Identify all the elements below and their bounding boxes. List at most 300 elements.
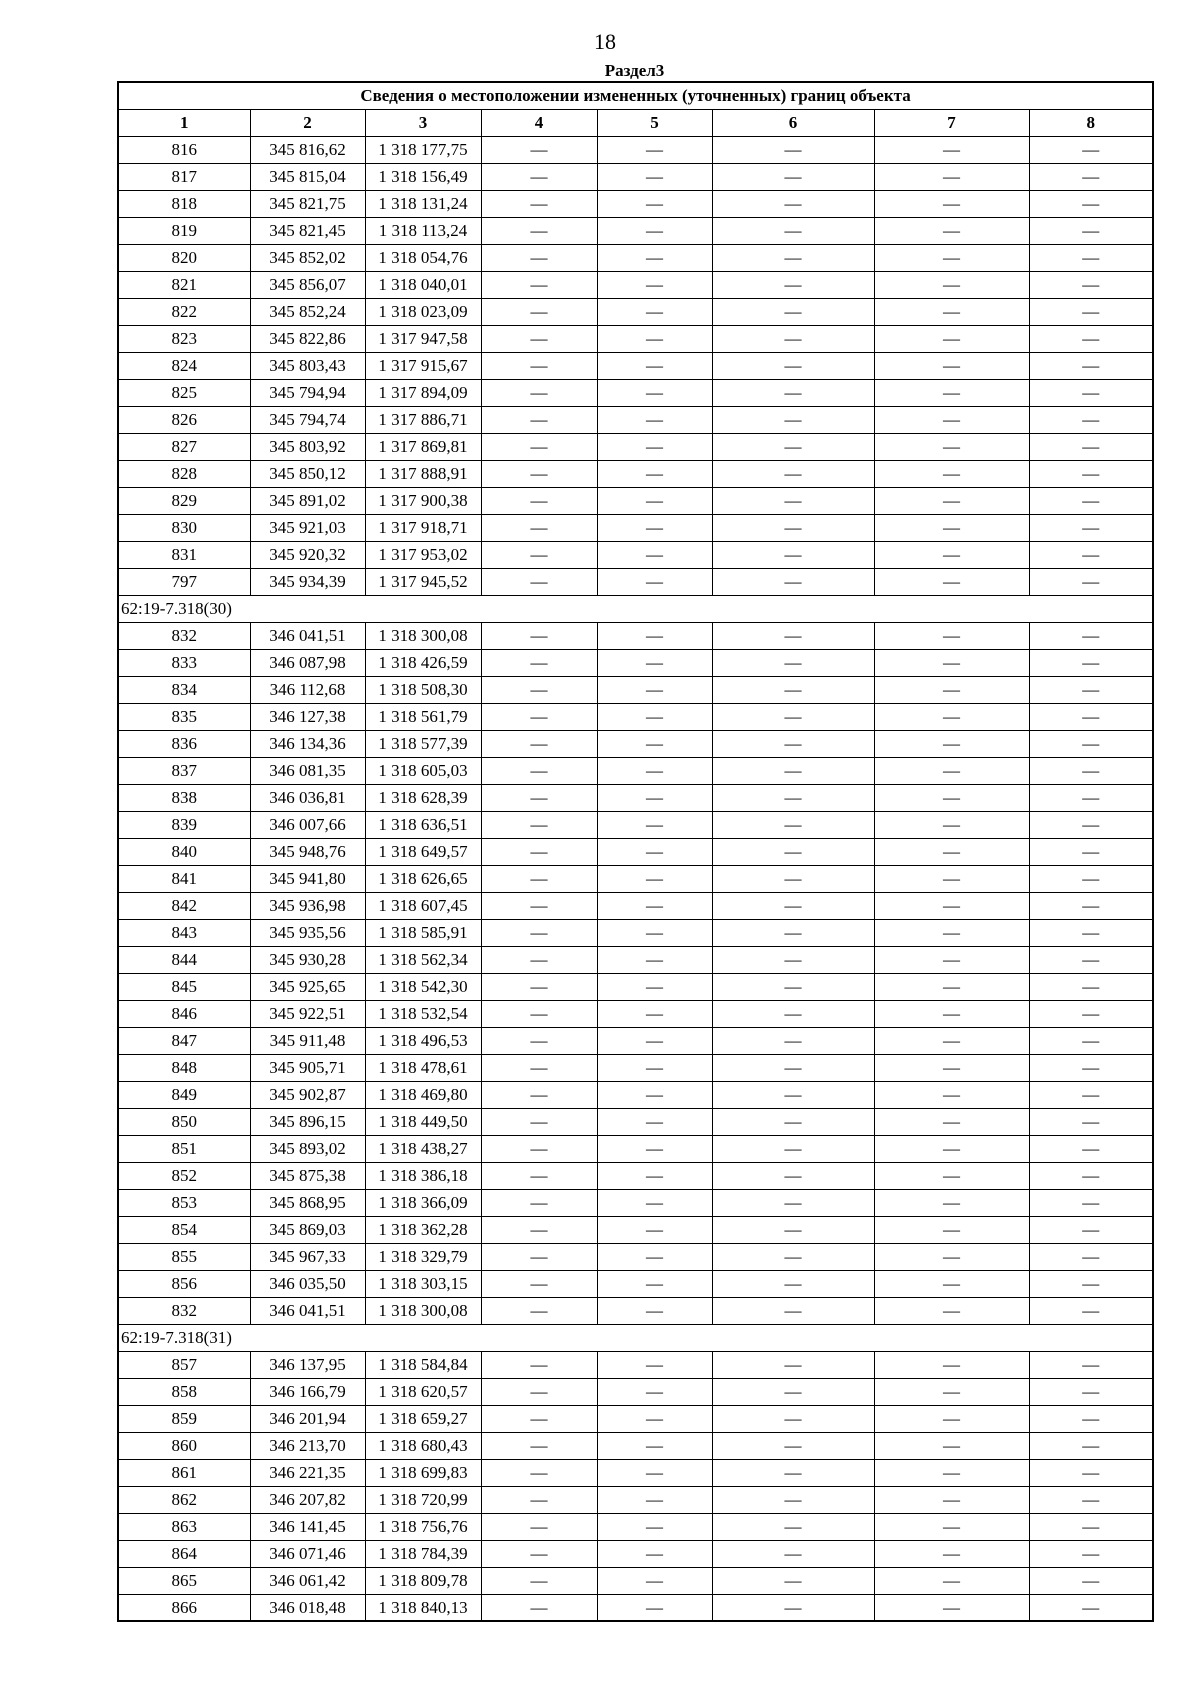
empty-value-cell: — bbox=[874, 1000, 1029, 1027]
y-coordinate-cell: 1 318 699,83 bbox=[365, 1459, 481, 1486]
table-row bbox=[118, 676, 1153, 703]
empty-value-cell: — bbox=[481, 487, 597, 514]
empty-value-cell: — bbox=[712, 1027, 874, 1054]
empty-value-cell: — bbox=[1029, 1405, 1153, 1432]
empty-value-cell: — bbox=[874, 1459, 1029, 1486]
table-row bbox=[118, 1135, 1153, 1162]
table-row bbox=[118, 1378, 1153, 1405]
empty-value-cell: — bbox=[874, 1162, 1029, 1189]
point-number-cell: 839 bbox=[118, 811, 250, 838]
table-row bbox=[118, 163, 1153, 190]
empty-value-cell: — bbox=[874, 325, 1029, 352]
empty-value-cell: — bbox=[712, 1405, 874, 1432]
y-coordinate-cell: 1 318 840,13 bbox=[365, 1594, 481, 1621]
empty-value-cell: — bbox=[712, 1135, 874, 1162]
empty-value-cell: — bbox=[712, 406, 874, 433]
empty-value-cell: — bbox=[712, 271, 874, 298]
x-coordinate-cell: 345 967,33 bbox=[250, 1243, 365, 1270]
x-coordinate-cell: 346 141,45 bbox=[250, 1513, 365, 1540]
empty-value-cell: — bbox=[597, 865, 712, 892]
empty-value-cell: — bbox=[481, 163, 597, 190]
point-number-cell: 818 bbox=[118, 190, 250, 217]
point-number-cell: 845 bbox=[118, 973, 250, 1000]
point-number-cell: 842 bbox=[118, 892, 250, 919]
empty-value-cell: — bbox=[1029, 1162, 1153, 1189]
empty-value-cell: — bbox=[874, 865, 1029, 892]
x-coordinate-cell: 345 891,02 bbox=[250, 487, 365, 514]
y-coordinate-cell: 1 318 562,34 bbox=[365, 946, 481, 973]
point-number-cell: 840 bbox=[118, 838, 250, 865]
empty-value-cell: — bbox=[597, 757, 712, 784]
empty-value-cell: — bbox=[481, 1297, 597, 1324]
table-row bbox=[118, 1297, 1153, 1324]
x-coordinate-cell: 346 207,82 bbox=[250, 1486, 365, 1513]
empty-value-cell: — bbox=[481, 1540, 597, 1567]
empty-value-cell: — bbox=[712, 244, 874, 271]
table-row bbox=[118, 433, 1153, 460]
empty-value-cell: — bbox=[712, 1054, 874, 1081]
group-label: 62:19-7.318(30) bbox=[118, 595, 1153, 622]
empty-value-cell: — bbox=[712, 1486, 874, 1513]
point-number-cell: 816 bbox=[118, 136, 250, 163]
x-coordinate-cell: 345 941,80 bbox=[250, 865, 365, 892]
table-row bbox=[118, 649, 1153, 676]
y-coordinate-cell: 1 317 869,81 bbox=[365, 433, 481, 460]
x-coordinate-cell: 345 930,28 bbox=[250, 946, 365, 973]
boundary-coordinates-table bbox=[117, 81, 1154, 1622]
empty-value-cell: — bbox=[597, 568, 712, 595]
y-coordinate-cell: 1 318 131,24 bbox=[365, 190, 481, 217]
empty-value-cell: — bbox=[874, 757, 1029, 784]
empty-value-cell: — bbox=[1029, 784, 1153, 811]
empty-value-cell: — bbox=[481, 919, 597, 946]
empty-value-cell: — bbox=[874, 514, 1029, 541]
empty-value-cell: — bbox=[1029, 1189, 1153, 1216]
table-row bbox=[118, 1513, 1153, 1540]
empty-value-cell: — bbox=[712, 1108, 874, 1135]
empty-value-cell: — bbox=[712, 1297, 874, 1324]
column-header-5: 5 bbox=[597, 109, 712, 136]
empty-value-cell: — bbox=[1029, 946, 1153, 973]
empty-value-cell: — bbox=[481, 406, 597, 433]
empty-value-cell: — bbox=[1029, 757, 1153, 784]
x-coordinate-cell: 345 852,02 bbox=[250, 244, 365, 271]
empty-value-cell: — bbox=[597, 190, 712, 217]
empty-value-cell: — bbox=[712, 1189, 874, 1216]
empty-value-cell: — bbox=[481, 1594, 597, 1621]
empty-value-cell: — bbox=[712, 1567, 874, 1594]
empty-value-cell: — bbox=[874, 1297, 1029, 1324]
y-coordinate-cell: 1 318 303,15 bbox=[365, 1270, 481, 1297]
point-number-cell: 833 bbox=[118, 649, 250, 676]
empty-value-cell: — bbox=[481, 1243, 597, 1270]
empty-value-cell: — bbox=[481, 433, 597, 460]
y-coordinate-cell: 1 318 649,57 bbox=[365, 838, 481, 865]
empty-value-cell: — bbox=[712, 703, 874, 730]
empty-value-cell: — bbox=[874, 946, 1029, 973]
x-coordinate-cell: 346 061,42 bbox=[250, 1567, 365, 1594]
table-row bbox=[118, 1000, 1153, 1027]
empty-value-cell: — bbox=[481, 1351, 597, 1378]
table-title-row bbox=[118, 82, 1153, 109]
point-number-cell: 857 bbox=[118, 1351, 250, 1378]
x-coordinate-cell: 345 821,75 bbox=[250, 190, 365, 217]
y-coordinate-cell: 1 318 532,54 bbox=[365, 1000, 481, 1027]
point-number-cell: 817 bbox=[118, 163, 250, 190]
empty-value-cell: — bbox=[481, 1405, 597, 1432]
point-number-cell: 822 bbox=[118, 298, 250, 325]
table-row bbox=[118, 271, 1153, 298]
empty-value-cell: — bbox=[1029, 1297, 1153, 1324]
point-number-cell: 825 bbox=[118, 379, 250, 406]
empty-value-cell: — bbox=[597, 730, 712, 757]
y-coordinate-cell: 1 318 809,78 bbox=[365, 1567, 481, 1594]
empty-value-cell: — bbox=[597, 1108, 712, 1135]
table-row bbox=[118, 352, 1153, 379]
point-number-cell: 863 bbox=[118, 1513, 250, 1540]
y-coordinate-cell: 1 318 478,61 bbox=[365, 1054, 481, 1081]
empty-value-cell: — bbox=[874, 1486, 1029, 1513]
y-coordinate-cell: 1 317 953,02 bbox=[365, 541, 481, 568]
empty-value-cell: — bbox=[712, 1432, 874, 1459]
point-number-cell: 819 bbox=[118, 217, 250, 244]
page-number: 18 bbox=[594, 29, 616, 54]
empty-value-cell: — bbox=[597, 1405, 712, 1432]
empty-value-cell: — bbox=[874, 460, 1029, 487]
empty-value-cell: — bbox=[481, 1378, 597, 1405]
x-coordinate-cell: 346 071,46 bbox=[250, 1540, 365, 1567]
table-row bbox=[118, 1081, 1153, 1108]
empty-value-cell: — bbox=[481, 838, 597, 865]
empty-value-cell: — bbox=[874, 1594, 1029, 1621]
column-header-8: 8 bbox=[1029, 109, 1153, 136]
empty-value-cell: — bbox=[712, 1351, 874, 1378]
empty-value-cell: — bbox=[874, 1432, 1029, 1459]
empty-value-cell: — bbox=[481, 649, 597, 676]
y-coordinate-cell: 1 318 626,65 bbox=[365, 865, 481, 892]
empty-value-cell: — bbox=[874, 568, 1029, 595]
table-row bbox=[118, 757, 1153, 784]
point-number-cell: 849 bbox=[118, 1081, 250, 1108]
empty-value-cell: — bbox=[481, 325, 597, 352]
empty-value-cell: — bbox=[712, 676, 874, 703]
point-number-cell: 861 bbox=[118, 1459, 250, 1486]
empty-value-cell: — bbox=[874, 190, 1029, 217]
y-coordinate-cell: 1 318 628,39 bbox=[365, 784, 481, 811]
table-row bbox=[118, 136, 1153, 163]
point-number-cell: 855 bbox=[118, 1243, 250, 1270]
table-row bbox=[118, 811, 1153, 838]
empty-value-cell: — bbox=[597, 1351, 712, 1378]
point-number-cell: 824 bbox=[118, 352, 250, 379]
empty-value-cell: — bbox=[712, 1216, 874, 1243]
empty-value-cell: — bbox=[481, 676, 597, 703]
empty-value-cell: — bbox=[597, 406, 712, 433]
empty-value-cell: — bbox=[874, 649, 1029, 676]
empty-value-cell: — bbox=[874, 919, 1029, 946]
empty-value-cell: — bbox=[481, 352, 597, 379]
y-coordinate-cell: 1 318 784,39 bbox=[365, 1540, 481, 1567]
y-coordinate-cell: 1 318 577,39 bbox=[365, 730, 481, 757]
table-row bbox=[118, 406, 1153, 433]
point-number-cell: 835 bbox=[118, 703, 250, 730]
empty-value-cell: — bbox=[712, 892, 874, 919]
empty-value-cell: — bbox=[481, 379, 597, 406]
empty-value-cell: — bbox=[481, 973, 597, 1000]
empty-value-cell: — bbox=[1029, 649, 1153, 676]
point-number-cell: 834 bbox=[118, 676, 250, 703]
empty-value-cell: — bbox=[874, 379, 1029, 406]
column-header-7: 7 bbox=[874, 109, 1029, 136]
empty-value-cell: — bbox=[712, 730, 874, 757]
empty-value-cell: — bbox=[597, 1027, 712, 1054]
empty-value-cell: — bbox=[712, 1000, 874, 1027]
empty-value-cell: — bbox=[481, 892, 597, 919]
empty-value-cell: — bbox=[1029, 1567, 1153, 1594]
empty-value-cell: — bbox=[481, 1162, 597, 1189]
table-row bbox=[118, 325, 1153, 352]
table-row bbox=[118, 1189, 1153, 1216]
y-coordinate-cell: 1 318 508,30 bbox=[365, 676, 481, 703]
empty-value-cell: — bbox=[1029, 325, 1153, 352]
empty-value-cell: — bbox=[597, 244, 712, 271]
point-number-cell: 828 bbox=[118, 460, 250, 487]
table-row bbox=[118, 487, 1153, 514]
y-coordinate-cell: 1 318 366,09 bbox=[365, 1189, 481, 1216]
y-coordinate-cell: 1 318 040,01 bbox=[365, 271, 481, 298]
y-coordinate-cell: 1 318 156,49 bbox=[365, 163, 481, 190]
empty-value-cell: — bbox=[874, 1351, 1029, 1378]
y-coordinate-cell: 1 317 886,71 bbox=[365, 406, 481, 433]
empty-value-cell: — bbox=[712, 298, 874, 325]
y-coordinate-cell: 1 318 636,51 bbox=[365, 811, 481, 838]
y-coordinate-cell: 1 318 177,75 bbox=[365, 136, 481, 163]
empty-value-cell: — bbox=[1029, 406, 1153, 433]
empty-value-cell: — bbox=[481, 514, 597, 541]
point-number-cell: 846 bbox=[118, 1000, 250, 1027]
empty-value-cell: — bbox=[597, 784, 712, 811]
y-coordinate-cell: 1 317 947,58 bbox=[365, 325, 481, 352]
empty-value-cell: — bbox=[874, 1216, 1029, 1243]
table-row bbox=[118, 244, 1153, 271]
y-coordinate-cell: 1 318 300,08 bbox=[365, 622, 481, 649]
empty-value-cell: — bbox=[481, 190, 597, 217]
empty-value-cell: — bbox=[712, 784, 874, 811]
empty-value-cell: — bbox=[597, 136, 712, 163]
empty-value-cell: — bbox=[481, 946, 597, 973]
empty-value-cell: — bbox=[597, 1567, 712, 1594]
empty-value-cell: — bbox=[712, 946, 874, 973]
y-coordinate-cell: 1 318 496,53 bbox=[365, 1027, 481, 1054]
empty-value-cell: — bbox=[712, 1378, 874, 1405]
point-number-cell: 843 bbox=[118, 919, 250, 946]
point-number-cell: 848 bbox=[118, 1054, 250, 1081]
empty-value-cell: — bbox=[1029, 244, 1153, 271]
empty-value-cell: — bbox=[597, 676, 712, 703]
empty-value-cell: — bbox=[874, 973, 1029, 1000]
empty-value-cell: — bbox=[597, 892, 712, 919]
empty-value-cell: — bbox=[1029, 919, 1153, 946]
empty-value-cell: — bbox=[712, 352, 874, 379]
x-coordinate-cell: 346 035,50 bbox=[250, 1270, 365, 1297]
point-number-cell: 837 bbox=[118, 757, 250, 784]
empty-value-cell: — bbox=[1029, 1216, 1153, 1243]
empty-value-cell: — bbox=[597, 838, 712, 865]
empty-value-cell: — bbox=[712, 568, 874, 595]
empty-value-cell: — bbox=[481, 217, 597, 244]
empty-value-cell: — bbox=[874, 1027, 1029, 1054]
point-number-cell: 862 bbox=[118, 1486, 250, 1513]
empty-value-cell: — bbox=[597, 703, 712, 730]
table-row bbox=[118, 217, 1153, 244]
x-coordinate-cell: 345 856,07 bbox=[250, 271, 365, 298]
x-coordinate-cell: 345 920,32 bbox=[250, 541, 365, 568]
empty-value-cell: — bbox=[1029, 460, 1153, 487]
empty-value-cell: — bbox=[1029, 892, 1153, 919]
point-number-cell: 865 bbox=[118, 1567, 250, 1594]
empty-value-cell: — bbox=[597, 1513, 712, 1540]
empty-value-cell: — bbox=[597, 649, 712, 676]
empty-value-cell: — bbox=[1029, 379, 1153, 406]
x-coordinate-cell: 345 936,98 bbox=[250, 892, 365, 919]
empty-value-cell: — bbox=[874, 541, 1029, 568]
y-coordinate-cell: 1 318 561,79 bbox=[365, 703, 481, 730]
point-number-cell: 853 bbox=[118, 1189, 250, 1216]
y-coordinate-cell: 1 318 023,09 bbox=[365, 298, 481, 325]
empty-value-cell: — bbox=[874, 1189, 1029, 1216]
point-number-cell: 832 bbox=[118, 1297, 250, 1324]
empty-value-cell: — bbox=[1029, 1351, 1153, 1378]
x-coordinate-cell: 345 794,94 bbox=[250, 379, 365, 406]
empty-value-cell: — bbox=[874, 406, 1029, 433]
table-title: Сведения о местоположении измененных (уточненных) границ объекта bbox=[118, 82, 1153, 109]
table-row bbox=[118, 1108, 1153, 1135]
empty-value-cell: — bbox=[712, 757, 874, 784]
empty-value-cell: — bbox=[874, 1540, 1029, 1567]
x-coordinate-cell: 346 041,51 bbox=[250, 622, 365, 649]
empty-value-cell: — bbox=[597, 1054, 712, 1081]
y-coordinate-cell: 1 318 469,80 bbox=[365, 1081, 481, 1108]
empty-value-cell: — bbox=[481, 1486, 597, 1513]
empty-value-cell: — bbox=[481, 1513, 597, 1540]
empty-value-cell: — bbox=[481, 757, 597, 784]
group-label: 62:19-7.318(31) bbox=[118, 1324, 1153, 1351]
y-coordinate-cell: 1 318 362,28 bbox=[365, 1216, 481, 1243]
point-number-cell: 831 bbox=[118, 541, 250, 568]
empty-value-cell: — bbox=[1029, 1270, 1153, 1297]
y-coordinate-cell: 1 318 386,18 bbox=[365, 1162, 481, 1189]
empty-value-cell: — bbox=[874, 244, 1029, 271]
empty-value-cell: — bbox=[712, 433, 874, 460]
y-coordinate-cell: 1 318 113,24 bbox=[365, 217, 481, 244]
point-number-cell: 830 bbox=[118, 514, 250, 541]
empty-value-cell: — bbox=[1029, 703, 1153, 730]
empty-value-cell: — bbox=[1029, 1459, 1153, 1486]
empty-value-cell: — bbox=[874, 136, 1029, 163]
empty-value-cell: — bbox=[1029, 1108, 1153, 1135]
group-header-row bbox=[118, 1324, 1153, 1351]
empty-value-cell: — bbox=[1029, 1540, 1153, 1567]
table-row bbox=[118, 946, 1153, 973]
empty-value-cell: — bbox=[597, 1189, 712, 1216]
empty-value-cell: — bbox=[874, 892, 1029, 919]
empty-value-cell: — bbox=[712, 217, 874, 244]
table-row bbox=[118, 1594, 1153, 1621]
empty-value-cell: — bbox=[481, 730, 597, 757]
column-header-1: 1 bbox=[118, 109, 250, 136]
table-row bbox=[118, 541, 1153, 568]
point-number-cell: 851 bbox=[118, 1135, 250, 1162]
empty-value-cell: — bbox=[1029, 1000, 1153, 1027]
empty-value-cell: — bbox=[481, 1081, 597, 1108]
column-header-row bbox=[118, 109, 1153, 136]
x-coordinate-cell: 346 166,79 bbox=[250, 1378, 365, 1405]
x-coordinate-cell: 345 869,03 bbox=[250, 1216, 365, 1243]
column-header-6: 6 bbox=[712, 109, 874, 136]
x-coordinate-cell: 346 221,35 bbox=[250, 1459, 365, 1486]
empty-value-cell: — bbox=[1029, 352, 1153, 379]
empty-value-cell: — bbox=[1029, 676, 1153, 703]
y-coordinate-cell: 1 317 945,52 bbox=[365, 568, 481, 595]
table-row bbox=[118, 838, 1153, 865]
y-coordinate-cell: 1 318 659,27 bbox=[365, 1405, 481, 1432]
table-row bbox=[118, 1027, 1153, 1054]
empty-value-cell: — bbox=[1029, 136, 1153, 163]
empty-value-cell: — bbox=[874, 433, 1029, 460]
point-number-cell: 836 bbox=[118, 730, 250, 757]
empty-value-cell: — bbox=[712, 460, 874, 487]
empty-value-cell: — bbox=[712, 379, 874, 406]
empty-value-cell: — bbox=[874, 217, 1029, 244]
x-coordinate-cell: 346 087,98 bbox=[250, 649, 365, 676]
empty-value-cell: — bbox=[712, 1162, 874, 1189]
table-row bbox=[118, 1351, 1153, 1378]
empty-value-cell: — bbox=[1029, 811, 1153, 838]
empty-value-cell: — bbox=[481, 865, 597, 892]
empty-value-cell: — bbox=[481, 1270, 597, 1297]
x-coordinate-cell: 345 794,74 bbox=[250, 406, 365, 433]
empty-value-cell: — bbox=[597, 1459, 712, 1486]
empty-value-cell: — bbox=[481, 622, 597, 649]
empty-value-cell: — bbox=[874, 1270, 1029, 1297]
y-coordinate-cell: 1 317 915,67 bbox=[365, 352, 481, 379]
x-coordinate-cell: 345 852,24 bbox=[250, 298, 365, 325]
empty-value-cell: — bbox=[597, 1540, 712, 1567]
empty-value-cell: — bbox=[597, 217, 712, 244]
empty-value-cell: — bbox=[1029, 865, 1153, 892]
empty-value-cell: — bbox=[712, 1081, 874, 1108]
x-coordinate-cell: 346 127,38 bbox=[250, 703, 365, 730]
x-coordinate-cell: 345 893,02 bbox=[250, 1135, 365, 1162]
empty-value-cell: — bbox=[481, 136, 597, 163]
y-coordinate-cell: 1 318 584,84 bbox=[365, 1351, 481, 1378]
empty-value-cell: — bbox=[874, 163, 1029, 190]
y-coordinate-cell: 1 318 329,79 bbox=[365, 1243, 481, 1270]
y-coordinate-cell: 1 317 900,38 bbox=[365, 487, 481, 514]
y-coordinate-cell: 1 318 542,30 bbox=[365, 973, 481, 1000]
empty-value-cell: — bbox=[712, 541, 874, 568]
x-coordinate-cell: 345 921,03 bbox=[250, 514, 365, 541]
point-number-cell: 854 bbox=[118, 1216, 250, 1243]
empty-value-cell: — bbox=[1029, 433, 1153, 460]
empty-value-cell: — bbox=[597, 1216, 712, 1243]
empty-value-cell: — bbox=[1029, 838, 1153, 865]
empty-value-cell: — bbox=[597, 379, 712, 406]
empty-value-cell: — bbox=[874, 298, 1029, 325]
point-number-cell: 847 bbox=[118, 1027, 250, 1054]
y-coordinate-cell: 1 318 605,03 bbox=[365, 757, 481, 784]
empty-value-cell: — bbox=[1029, 622, 1153, 649]
